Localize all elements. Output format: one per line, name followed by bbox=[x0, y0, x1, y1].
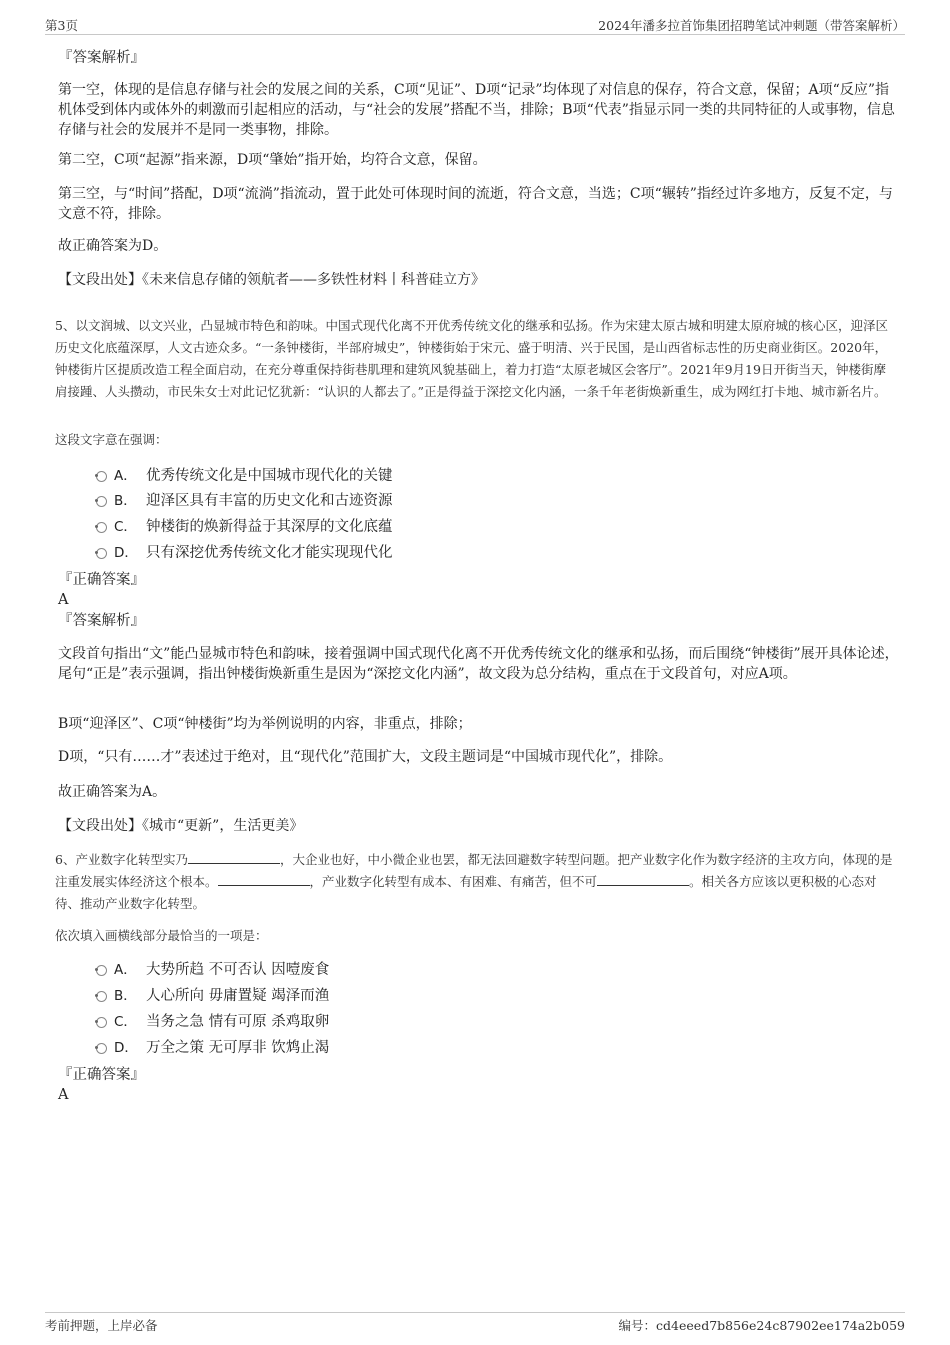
fill-blank bbox=[597, 873, 689, 886]
radio-button[interactable] bbox=[96, 965, 107, 976]
option-text: 优秀传统文化是中国城市现代化的关键 bbox=[146, 468, 393, 484]
serial-number: 编号：cd4eeed7b856e24c87902ee174a2b059 bbox=[618, 1318, 905, 1333]
correct-answer-title: 『正确答案』 bbox=[58, 1067, 145, 1083]
option-text: 人心所向 毋庸置疑 竭泽而渔 bbox=[146, 988, 330, 1004]
option-text: 钟楼街的焕新得益于其深厚的文化底蕴 bbox=[146, 519, 393, 535]
document-title: 2024年潘多拉首饰集团招聘笔试冲刺题（带答案解析） bbox=[598, 18, 905, 33]
radio-button[interactable] bbox=[96, 1017, 107, 1028]
analysis-paragraph: 第三空，与“时间”搭配，D项“流淌”指流动，置于此处可体现时间的流逝，符合文意，当选；C项“辗转”指经过许多地方，反复不定，与文意不符，排除。 bbox=[58, 186, 893, 222]
option-label: B． bbox=[114, 493, 137, 509]
question-stem: 6、产业数字化转型实乃 ，大企业也好，中小微企业也罢，都无法回避数字转型问题。把产业数字化作为数字经济的主攻方向，体现的是注重发展实体经济这个根本。 ，产业数字化转型有成本、有困难、有痛苦，但不可 。相关各方应该以更积极的心态对待、推动产业数字化转型。 bbox=[55, 852, 893, 911]
option-label: D． bbox=[114, 545, 138, 561]
option-text: 迎泽区具有丰富的历史文化和古迹资源 bbox=[146, 493, 393, 509]
radio-button[interactable] bbox=[96, 1043, 107, 1054]
source-citation: 【文段出处】《城市“更新”，生活更美》 bbox=[58, 818, 304, 834]
page-footer bbox=[45, 1312, 905, 1335]
analysis-title: 『答案解析』 bbox=[58, 613, 145, 629]
footer-slogan: 考前押题，上岸必备 bbox=[45, 1318, 158, 1333]
radio-button[interactable] bbox=[96, 471, 107, 482]
question-stem: 5、以文润城、以文兴业，凸显城市特色和韵味。中国式现代化离不开优秀传统文化的继承和弘扬。作为宋建太原古城和明建太原府城的核心区，迎泽区历史文化底蕴深厚，人文古迹众多。“一条钟楼街，半部府城史”，钟楼街始于宋元、盛于明清、兴于民国，是山西省标志性的历史商业街区。2020年，钟楼街片区提质改造工程全面启动，在充分尊重保持街巷肌理和建筑风貌基础上，着力打造“太原老城区会客厅”。2021年9月19日开街当天，钟楼街摩肩接踵、人头攒动，市民朱女士对此记忆犹新：“认识的人都去了。”正是得益于深挖文化内涵，一条千年老街焕新重生，成为网红打卡地、城市新名片。 bbox=[55, 318, 888, 399]
radio-button[interactable] bbox=[96, 991, 107, 1002]
analysis-conclusion: 故正确答案为A。 bbox=[58, 784, 167, 800]
option-text: 只有深挖优秀传统文化才能实现现代化 bbox=[146, 545, 393, 561]
analysis-paragraph: D项，“只有……才”表述过于绝对，且“现代化”范围扩大，文段主题词是“中国城市现代化”，排除。 bbox=[58, 749, 673, 765]
page-header bbox=[45, 14, 905, 35]
option-label: B． bbox=[114, 988, 137, 1004]
source-citation: 【文段出处】《未来信息存储的领航者——多铁性材料丨科普硅立方》 bbox=[58, 272, 485, 288]
analysis-paragraph: 第一空，体现的是信息存储与社会的发展之间的关系，C项“见证”、D项“记录”均体现了对信息的保存，符合文意，保留；A项“反应”指机体受到体内或体外的刺激而引起相应的活动，与“社会的发展”搭配不当，排除；B项“代表”指显示同一类的共同特征的人或事物，信息存储与社会的发展并不是同一类事物，排除。 bbox=[58, 82, 895, 138]
option-text: 大势所趋 不可否认 因噎废食 bbox=[146, 962, 330, 978]
option-label: D． bbox=[114, 1040, 138, 1056]
radio-button[interactable] bbox=[96, 548, 107, 559]
option-text: 万全之策 无可厚非 饮鸩止渴 bbox=[146, 1040, 330, 1056]
radio-button[interactable] bbox=[96, 496, 107, 507]
question-prompt: 这段文字意在强调： bbox=[55, 432, 168, 447]
analysis-paragraph: 第二空，C项“起源”指来源，D项“肇始”指开始，均符合文意，保留。 bbox=[58, 152, 487, 168]
option-label: A． bbox=[114, 962, 137, 978]
correct-answer: A bbox=[58, 592, 69, 608]
question-prompt: 依次填入画横线部分最恰当的一项是： bbox=[55, 928, 268, 943]
option-label: A． bbox=[114, 468, 137, 484]
radio-button[interactable] bbox=[96, 522, 107, 533]
option-label: C． bbox=[114, 1014, 137, 1030]
analysis-paragraph: B项“迎泽区”、C项“钟楼街”均为举例说明的内容，非重点，排除； bbox=[58, 716, 472, 732]
analysis-paragraph: 文段首句指出“文”能凸显城市特色和韵味，接着强调中国式现代化离不开优秀传统文化的继承和弘扬，而后围绕“钟楼街”展开具体论述，尾句“正是”表示强调，指出钟楼街焕新重生是因为“深挖文化内涵”，故文段为总分结构，重点在于文段首句，对应A项。 bbox=[58, 646, 899, 682]
fill-blank bbox=[218, 873, 310, 886]
analysis-title: 『答案解析』 bbox=[58, 50, 145, 66]
analysis-conclusion: 故正确答案为D。 bbox=[58, 238, 168, 254]
page-number: 第3页 bbox=[45, 18, 78, 33]
correct-answer: A bbox=[58, 1087, 69, 1103]
option-label: C． bbox=[114, 519, 137, 535]
correct-answer-title: 『正确答案』 bbox=[58, 572, 145, 588]
option-text: 当务之急 情有可原 杀鸡取卵 bbox=[146, 1014, 330, 1030]
fill-blank bbox=[188, 851, 280, 864]
